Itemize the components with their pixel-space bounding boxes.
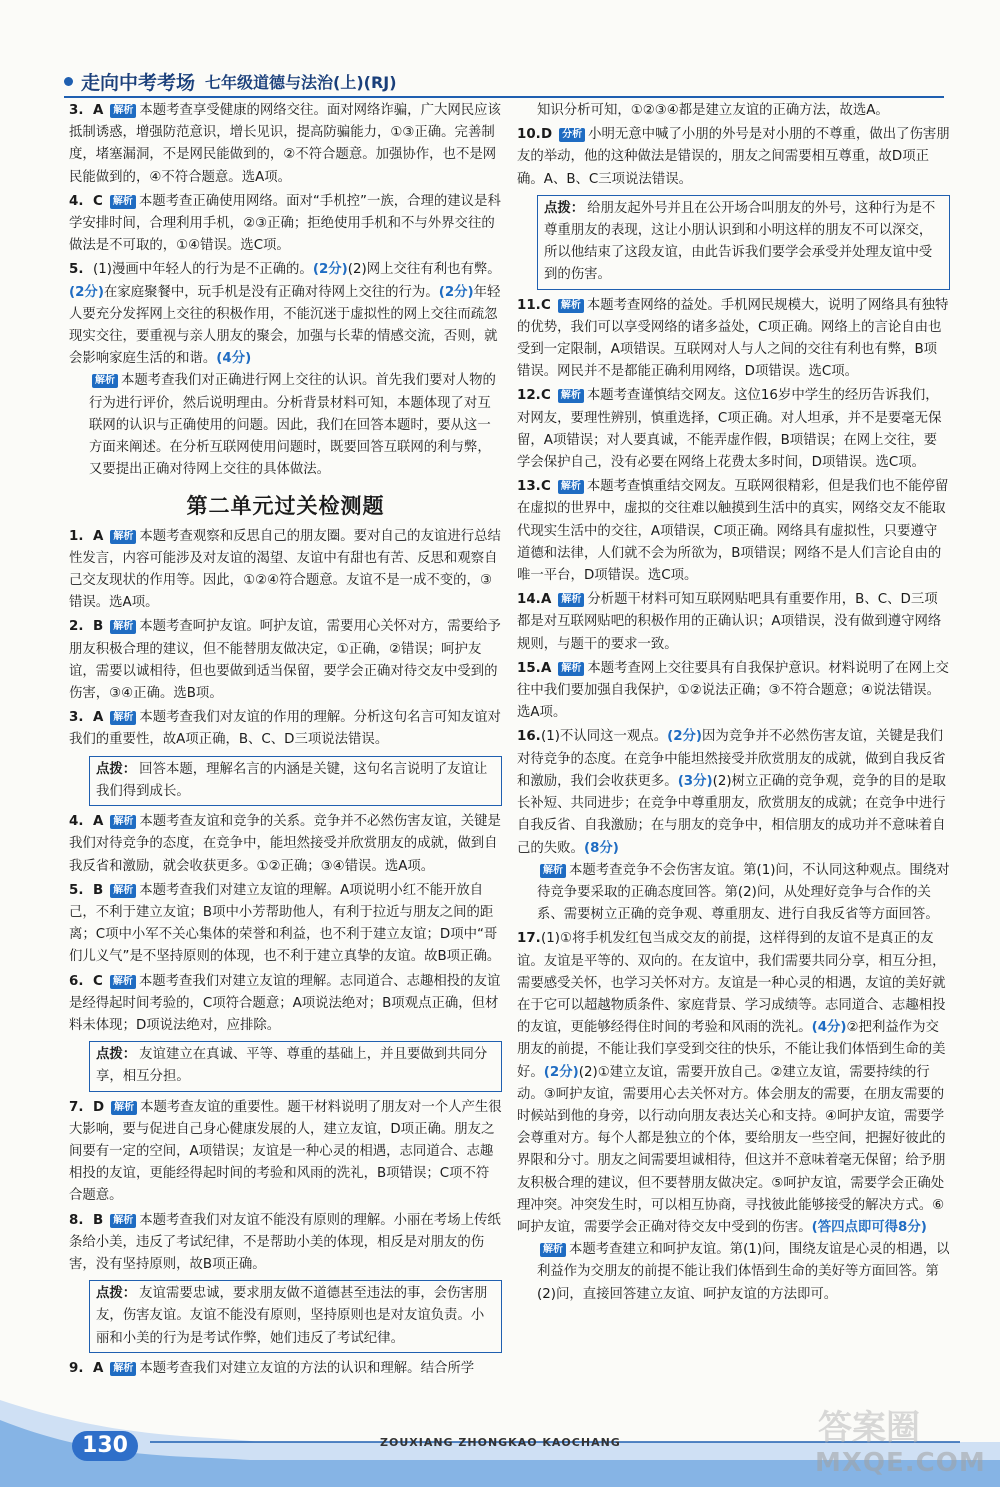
analysis-text: 本题考查我们对建立友谊的理解。A项说明小红不能开放自己，不利于建立友谊；B项中小芳帮助他人，有利于拉近与朋友之间的距离；C项中小军不关心集体的荣誉和利益，也不利于建立友谊；D项中“哥们儿义气”是不坚持原则的体现，也不利于建立真挚的友谊。故B项正确。 xyxy=(69,882,501,965)
score-label: (4分) xyxy=(811,1020,847,1036)
question-number: 6. xyxy=(69,973,84,989)
answer-text: (1)漫画中年轻人的行为是不正确的。 xyxy=(93,262,313,278)
bullet-dot-icon xyxy=(64,77,73,86)
book-brand: 走向中考考场 xyxy=(81,71,196,94)
analysis-tag: 解析 xyxy=(110,815,136,829)
analysis-tag: 解析 xyxy=(110,1214,136,1228)
score-label: (2分) xyxy=(312,262,348,278)
analysis-text: 本题考查谨慎结交网友。这位16岁中学生的经历告诉我们，对网友，要理性辨别，慎重选择，C项正确。对人坦承，并不是要毫无保留，A项错误；对人要真诚，不能弄虚作假，B项错误；在网上交往，要学会保护自己，没有必要在网络上花费太多时间，D项错误。选C项。 xyxy=(517,388,942,471)
answer-letter: B xyxy=(93,619,104,635)
answer-letter: A xyxy=(93,710,104,726)
answer-letter: A xyxy=(93,528,104,544)
question-number: 11. xyxy=(517,297,541,313)
question-number: 16. xyxy=(517,729,541,745)
answer-item xyxy=(69,616,502,705)
analysis-text: 本题考查我们对友谊的作用的理解。分析这句名言可知友谊对我们的重要性，故A项正确，B、C、D三项说法错误。 xyxy=(69,710,501,748)
answer-item xyxy=(69,1210,502,1277)
answer-item xyxy=(517,726,950,926)
answer-letter: B xyxy=(93,882,104,898)
answer-letter: A xyxy=(93,814,104,830)
tip-box xyxy=(89,1041,502,1091)
analysis-tag: 解析 xyxy=(540,864,566,878)
score-label: (2分) xyxy=(543,1064,579,1080)
left-column xyxy=(69,100,502,1382)
analysis-text: 本题考查建立和呵护友谊。第(1)问，围绕友谊是心灵的相遇，以利益作为交朋友的前提不能让我们体悟到生命的美好等方面回答。第(2)问，直接回答建立友谊、呵护友谊的方法即可。 xyxy=(537,1242,950,1302)
analysis-text: 本题考查观察和反思自己的朋友圈。要对自己的友谊进行总结性发言，内容可能涉及对友谊的渴望、友谊中有甜也有苦、反思和观察自己交友现状的作用等。因此，①②④符合题意。友谊不是一成不变的，③错误。选A项。 xyxy=(69,528,501,611)
analysis-tag: 解析 xyxy=(110,884,136,898)
book-subtitle: 七年级道德与法治(上)(RJ) xyxy=(205,72,397,92)
tip-text: 友谊建立在真诚、平等、尊重的基础上，并且要做到共同分享，相互分担。 xyxy=(96,1047,488,1085)
tip-text: 回答本题，理解名言的内涵是关键，这句名言说明了友谊让我们得到成长。 xyxy=(96,761,488,799)
answer-letter: C xyxy=(541,388,551,404)
answer-item xyxy=(517,928,950,1305)
analysis-text: 本题考查呵护友谊。呵护友谊，需要用心关怀对方，需要给予朋友积极合理的建议，但不能替朋友做决定，①正确，②错误；呵护友谊，需要以诚相待，但也要做到适当保留，要学会正确对待交友中受到的伤害，③④正确。选B项。 xyxy=(69,619,501,702)
tip-title: 点拨： xyxy=(96,1047,137,1063)
answer-item xyxy=(69,971,502,1038)
tip-title: 点拨： xyxy=(96,761,137,777)
analysis-tag: 解析 xyxy=(558,480,584,494)
question-number: 4. xyxy=(69,814,84,830)
question-number: 8. xyxy=(69,1212,84,1228)
answer-text: (1)不认同这一观点。 xyxy=(541,729,668,745)
analysis-tag: 解析 xyxy=(558,593,584,607)
analysis-text: 小明无意中喊了小朋的外号是对小朋的不尊重，做出了伤害朋友的举动，他的这种做法是错误的，朋友之间需要相互尊重，故D项正确。A、B、C三项说法错误。 xyxy=(517,127,950,187)
question-number: 1. xyxy=(69,528,84,544)
analysis-text: 本题考查我们对建立友谊的理解。志同道合、志趣相投的友谊是经得起时间考验的，C项符合题意；A项说法绝对；B项观点正确，但材料未体现；D项说法绝对，应排除。 xyxy=(69,973,501,1033)
analysis-text: 本题考查友谊的重要性。题干材料说明了朋友对一个人产生很大影响，要与促进自己身心健康发展的人，建立友谊，D项正确。朋友之间要有一定的空间，A项错误；友谊是一种心灵的相遇，志同道合、志趣相投的友谊，更能经得起时间的考验和风雨的洗礼，B项错误；C项不符合题意。 xyxy=(69,1099,502,1204)
answer-item xyxy=(69,100,502,189)
answer-continuation: 知识分析可知，①②③④都是建立友谊的正确方法，故选A。 xyxy=(537,103,889,118)
analysis-tag: 解析 xyxy=(540,1243,566,1257)
tip-box xyxy=(537,195,950,290)
answer-letter: A xyxy=(541,592,552,608)
series-name: ZOUXIANG ZHONGKAO KAOCHANG xyxy=(380,1436,621,1449)
score-label: (3分) xyxy=(677,773,713,789)
analysis-text: 本题考查慎重结交网友。互联网很精彩，但是我们也不能停留在虚拟的世界中，虚拟的交往难以触摸到生活中的真实，网络交友不能取代现实生活中的交往，A项错误，C项正确。网络具有虚拟性，只要遵守道德和法律，人们就不会为所欲为，B项错误；网络不是人们言论自由的唯一平台，D项错误。选C项。 xyxy=(517,479,949,584)
answer-text: ②把利益作为交朋友的前提，不能让我们享受到交往的快乐，不能让我们体悟到生命的美好。 xyxy=(517,1020,946,1080)
question-number: 9. xyxy=(69,1360,84,1376)
answer-text: 在家庭聚餐中，玩手机是没有正确对待网上交往的行为。 xyxy=(103,284,439,300)
question-number: 5. xyxy=(69,882,84,898)
analysis-text: 本题考查正确使用网络。面对“手机控”一族，合理的建议是科学安排时间，合理利用手机，②③正确；拒绝使用手机和不与外界交往的做法是不可取的，①④错误。选C项。 xyxy=(69,193,501,254)
answer-item xyxy=(69,707,502,751)
answer-item xyxy=(69,526,502,615)
watermark-url: MXQE.COM xyxy=(815,1448,986,1478)
answer-letter: C xyxy=(93,193,103,209)
tip-text: 友谊需要忠诚，要求朋友做不道德甚至违法的事，会伤害朋友，伤害友谊。友谊不能没有原则，坚持原则也是对友谊负责。小丽和小美的行为是考试作弊，她们违反了考试纪律。 xyxy=(96,1286,488,1346)
analysis-tag: 解析 xyxy=(110,620,136,634)
answer-text: (2)树立正确的竞争观，竞争的目的是取长补短、共同进步；在竞争中尊重朋友，欣赏朋友的成就；在竞争中进行自我反省、自我激励；在与朋友的竞争中，相信朋友的成功并不意味着自己的失败。 xyxy=(517,773,946,856)
answer-letter: C xyxy=(541,479,551,495)
question-number: 15. xyxy=(517,660,541,676)
score-label: (2分) xyxy=(69,284,104,300)
score-label: (8分) xyxy=(583,840,619,856)
section-title: 第二单元过关检测题 xyxy=(186,494,385,519)
analysis-tag: 解析 xyxy=(110,1362,136,1376)
tip-title: 点拨： xyxy=(96,1286,137,1302)
answer-item xyxy=(69,191,502,258)
question-number: 17. xyxy=(517,931,541,947)
answer-text: 年轻人要充分发挥网上交往的积极作用，不能沉迷于虚拟性的网上交往而疏忽现实交往，要重视与亲人朋友的聚会，加强与长辈的情感交流，否则，就会影响家庭生活的和谐。 xyxy=(69,284,501,367)
answer-letter: D xyxy=(541,127,553,143)
answer-item xyxy=(517,385,950,474)
tip-box xyxy=(89,756,502,806)
tip-text: 给朋友起外号并且在公开场合叫朋友的外号，这种行为是不尊重朋友的表现，这让小朋认识到和小明这样的朋友不可以深交，所以他结束了这段友谊，由此告诉我们要学会承受并处理友谊中受到的伤害。 xyxy=(544,200,936,283)
analysis-tag: 解析 xyxy=(92,374,118,388)
answer-letter: B xyxy=(93,1212,104,1228)
analysis-tag: 解析 xyxy=(110,530,136,544)
question-number: 7. xyxy=(69,1099,84,1115)
answer-item xyxy=(517,124,950,191)
score-label: (4分) xyxy=(216,351,252,367)
score-label: (2分) xyxy=(667,729,703,745)
answer-text: (1)①将手机发红包当成交友的前提，这样得到的友谊不是真正的友谊。友谊是平等的、双向的。在友谊中，我们需要共同分享，相互分担，需要感受关怀，也学习关怀对方。友谊是一种心灵的相遇，友谊的美好就在于它可以超越物质条件、家庭背景、学习成绩等。志同道合、志趣相投的友谊，更能够经得住时间的考验和风雨的洗礼。 xyxy=(517,931,946,1036)
answer-letter: A xyxy=(93,103,104,118)
analysis-tag: 解析 xyxy=(558,389,584,403)
tip-title: 点拨： xyxy=(544,200,585,216)
analysis-tag: 解析 xyxy=(110,195,136,209)
question-number: 10. xyxy=(517,127,541,143)
question-number: 4. xyxy=(69,193,84,209)
answer-item xyxy=(517,295,950,384)
answer-item xyxy=(517,589,950,656)
analysis-text: 本题考查网络的益处。手机网民规模大，说明了网络具有独特的优势，我们可以享受网络的诸多益处，C项正确。网络上的言论自由也受到一定限制，A项错误。互联网对人与人之间的交往有利也有弊，B项错误。网民并不是都能正确利用网络，D项错误。选C项。 xyxy=(517,297,949,380)
right-column xyxy=(517,100,950,1308)
answer-letter: D xyxy=(93,1099,105,1115)
analysis-text: 本题考查网上交往要具有自我保护意识。材料说明了在网上交往中我们要加强自我保护，①②说法正确；③不符合题意；④说法错误。选A项。 xyxy=(517,660,949,721)
analysis-text: 分析题干材料可知互联网贴吧具有重要作用，B、C、D三项都是对互联网贴吧的积极作用的正确认识；A项错误，没有做到遵守网络规则，与题干的要求一致。 xyxy=(517,592,942,652)
question-number: 12. xyxy=(517,388,541,404)
analysis-text: 本题考查竞争不会伤害友谊。第(1)问，不认同这种观点。围绕对待竞争要采取的正确态度回答。第(2)问，从处理好竞争与合作的关系、需要树立正确的竞争观、尊重朋友、进行自我反省等方面回答。 xyxy=(537,862,950,923)
analysis-text: 本题考查我们对建立友谊的方法的认识和理解。结合所学 xyxy=(139,1360,475,1376)
watermark-logo: 答案圈 xyxy=(818,1408,920,1448)
analysis-tag: 分析 xyxy=(559,128,585,142)
answer-letter: A xyxy=(93,1360,104,1376)
answer-letter: C xyxy=(93,973,103,989)
page-header xyxy=(64,66,944,98)
score-label: (2分) xyxy=(438,284,474,300)
analysis-text: 本题考查我们对友谊不能没有原则的理解。小丽在考场上传纸条给小美，违反了考试纪律，不是帮助小美的体现，相反是对朋友的伤害，没有坚持原则，故B项正确。 xyxy=(69,1212,501,1272)
answer-item xyxy=(69,880,502,969)
answer-text: (2)①建立友谊，需要开放自己。②建立友谊，需要持续的行动。③呵护友谊，需要用心去关怀对方。体会朋友的需要，在朋友需要的时候站到他的身旁，以行动向朋友表达关心和支持。④呵护友谊，需要学会尊重对方。每个人都是独立的个体，要给朋友一些空间，把握好彼此的界限和分寸。朋友之间需要坦诚相待，但这并不意味着毫无保留；给予朋友积极合理的建议，但不要替朋友做决定。⑤呵护友谊，需要学会正确处理冲突。冲突发生时，可以相互协商，寻找彼此能够接受的解决方式。⑥呵护友谊，需要学会正确对待交友中受到的伤害。 xyxy=(517,1064,946,1235)
answer-item xyxy=(69,1358,502,1380)
question-number: 5. xyxy=(69,262,84,278)
answer-item xyxy=(517,658,950,725)
answer-item xyxy=(69,1097,502,1208)
answer-item xyxy=(69,259,502,481)
answer-text: 因为竞争并不必然伤害友谊，关键是我们对待竞争的态度。在竞争中能坦然接受并欣赏朋友的成就，做到自我反省和激励，我们会收获更多。 xyxy=(517,729,946,789)
analysis-tag: 解析 xyxy=(110,711,136,725)
analysis-tag: 解析 xyxy=(111,1101,137,1115)
score-label: (答四点即可得8分) xyxy=(811,1219,927,1235)
answer-item xyxy=(517,476,950,587)
answer-item xyxy=(69,811,502,878)
question-number: 14. xyxy=(517,592,541,608)
answer-text: (2)网上交往有利也有弊。 xyxy=(347,262,501,278)
page-number: 130 xyxy=(72,1431,138,1461)
question-number: 2. xyxy=(69,619,84,635)
analysis-text: 本题考查我们对正确进行网上交往的认识。首先我们要对人物的行为进行评价，然后说明理由。分析背景材料可知，本题体现了对互联网的认识与正确使用的问题。因此，我们在回答本题时，要从这一方面来阐述。在分析互联网使用问题时，既要回答互联网的利与弊，又要提出正确对待网上交往的具体做法。 xyxy=(89,373,496,478)
question-number: 3. xyxy=(69,103,84,118)
answer-letter: A xyxy=(541,660,552,676)
tip-box xyxy=(89,1280,502,1353)
analysis-tag: 解析 xyxy=(558,662,584,676)
analysis-text: 本题考查享受健康的网络交往。面对网络诈骗，广大网民应该抵制诱惑，增强防范意识，增长见识，提高防骗能力，①③正确。完善制度，堵塞漏洞，不是网民能做到的，②不符合题意。加强协作，也不是网民能做到的，④不符合题意。选A项。 xyxy=(69,103,501,185)
question-number: 13. xyxy=(517,479,541,495)
analysis-tag: 解析 xyxy=(558,299,584,313)
analysis-tag: 解析 xyxy=(110,104,136,118)
analysis-text: 本题考查友谊和竞争的关系。竞争并不必然伤害友谊，关键是我们对待竞争的态度，在竞争中，能坦然接受并欣赏朋友的成就，做到自我反省和激励，就会收获更多。①②正确；③④错误。选A项。 xyxy=(69,814,501,874)
answer-letter: C xyxy=(541,297,551,313)
analysis-tag: 解析 xyxy=(110,975,136,989)
question-number: 3. xyxy=(69,710,84,726)
